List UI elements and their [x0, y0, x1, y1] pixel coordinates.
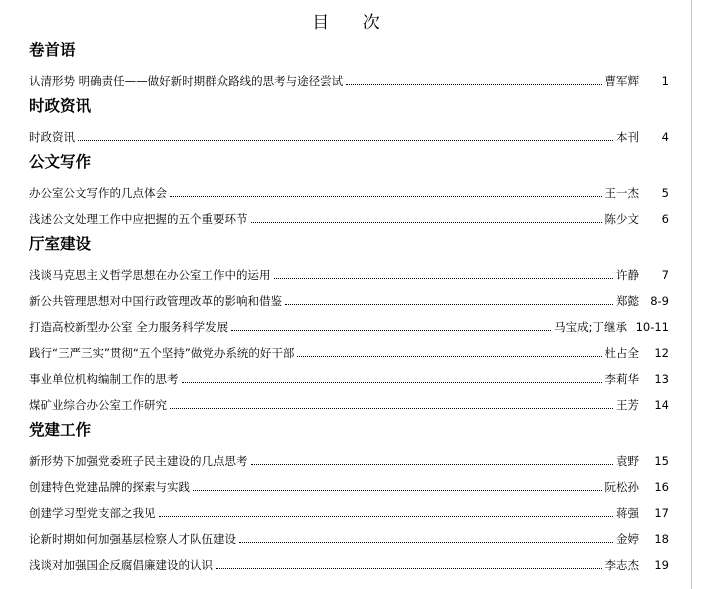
entry-page: 4 — [661, 130, 669, 144]
toc-entry[interactable] — [29, 386, 669, 412]
section-heading: 时政资讯 — [29, 97, 92, 115]
entry-page: 16 — [654, 480, 669, 494]
entry-page: 13 — [654, 372, 669, 386]
dot-leader — [231, 330, 551, 331]
toc-entry[interactable] — [29, 442, 669, 468]
section-heading: 党建工作 — [29, 421, 92, 439]
entry-author: 王芳 — [616, 398, 639, 412]
entry-title[interactable]: 论新时期如何加强基层检察人才队伍建设 — [29, 532, 236, 546]
dot-leader — [297, 356, 601, 357]
entry-author: 袁野 — [616, 454, 639, 468]
entry-title[interactable]: 新公共管理思想对中国行政管理改革的影响和借鉴 — [29, 294, 282, 308]
toc-entry[interactable] — [29, 520, 669, 546]
entry-title[interactable]: 浅谈马克思主义哲学思想在办公室工作中的运用 — [29, 268, 271, 282]
dot-leader — [78, 140, 613, 141]
toc-entry[interactable] — [29, 360, 669, 386]
entry-title[interactable]: 践行“三严三实”贯彻“五个坚持”做党办系统的好干部 — [29, 346, 295, 360]
entry-author: 李莉华 — [604, 372, 639, 386]
entry-title[interactable]: 煤矿业综合办公室工作研究 — [29, 398, 167, 412]
page-edge-line — [691, 0, 692, 589]
entry-author: 许静 — [616, 268, 639, 282]
toc-entry[interactable] — [29, 62, 669, 88]
entry-page: 18 — [654, 532, 669, 546]
entry-page: 19 — [654, 558, 669, 572]
entry-title[interactable]: 时政资讯 — [29, 130, 75, 144]
page-title: 目 次 — [312, 13, 394, 33]
dot-leader — [170, 408, 613, 409]
entry-title[interactable]: 浅谈对加强国企反腐倡廉建设的认识 — [29, 558, 213, 572]
section-heading: 公文写作 — [29, 153, 92, 171]
dot-leader — [251, 222, 602, 223]
entry-page: 1 — [661, 74, 669, 88]
toc-entry[interactable] — [29, 468, 669, 494]
entry-page: 14 — [654, 398, 669, 412]
entry-title[interactable]: 认清形势 明确责任——做好新时期群众路线的思考与途径尝试 — [29, 74, 344, 88]
entry-page: 8-9 — [650, 294, 669, 308]
toc-entry[interactable] — [29, 334, 669, 360]
entry-author: 郑懿 — [616, 294, 639, 308]
entry-title[interactable]: 创建特色党建品牌的探索与实践 — [29, 480, 190, 494]
entry-title[interactable]: 新形势下加强党委班子民主建设的几点思考 — [29, 454, 248, 468]
dot-leader — [251, 464, 614, 465]
dot-leader — [193, 490, 602, 491]
entry-author: 本刊 — [616, 130, 639, 144]
toc-entry[interactable] — [29, 200, 669, 226]
toc-entry[interactable] — [29, 494, 669, 520]
entry-page: 5 — [661, 186, 669, 200]
entry-title[interactable]: 事业单位机构编制工作的思考 — [29, 372, 179, 386]
table-of-contents — [29, 38, 669, 572]
dot-leader — [216, 568, 602, 569]
section-heading: 卷首语 — [29, 41, 76, 59]
entry-title[interactable]: 打造高校新型办公室 全力服务科学发展 — [29, 320, 229, 334]
toc-entry[interactable] — [29, 546, 669, 572]
entry-author: 阮松孙 — [604, 480, 639, 494]
entry-title[interactable]: 创建学习型党支部之我见 — [29, 506, 156, 520]
section-heading: 厅室建设 — [29, 235, 92, 253]
entry-title[interactable]: 办公室公文写作的几点体会 — [29, 186, 167, 200]
dot-leader — [182, 382, 602, 383]
entry-author: 王一杰 — [604, 186, 639, 200]
entry-page: 10-11 — [635, 320, 669, 334]
dot-leader — [285, 304, 613, 305]
toc-entry[interactable] — [29, 174, 669, 200]
entry-author: 杜占全 — [604, 346, 639, 360]
entry-author: 李志杰 — [604, 558, 639, 572]
entry-author: 金婷 — [616, 532, 639, 546]
entry-page: 6 — [661, 212, 669, 226]
entry-author: 马宝成;丁继承 — [554, 320, 627, 334]
entry-page: 7 — [661, 268, 669, 282]
dot-leader — [274, 278, 614, 279]
entry-author: 陈少文 — [604, 212, 639, 226]
toc-entry[interactable] — [29, 256, 669, 282]
dot-leader — [159, 516, 614, 517]
toc-entry[interactable] — [29, 118, 669, 144]
toc-entry[interactable] — [29, 282, 669, 308]
dot-leader — [239, 542, 613, 543]
dot-leader — [170, 196, 602, 197]
entry-title[interactable]: 浅述公文处理工作中应把握的五个重要环节 — [29, 212, 248, 226]
entry-author: 曹军辉 — [604, 74, 639, 88]
entry-page: 17 — [654, 506, 669, 520]
entry-page: 15 — [654, 454, 669, 468]
entry-page: 12 — [654, 346, 669, 360]
dot-leader — [346, 84, 601, 85]
entry-author: 蒋强 — [616, 506, 639, 520]
toc-entry[interactable] — [29, 308, 669, 334]
